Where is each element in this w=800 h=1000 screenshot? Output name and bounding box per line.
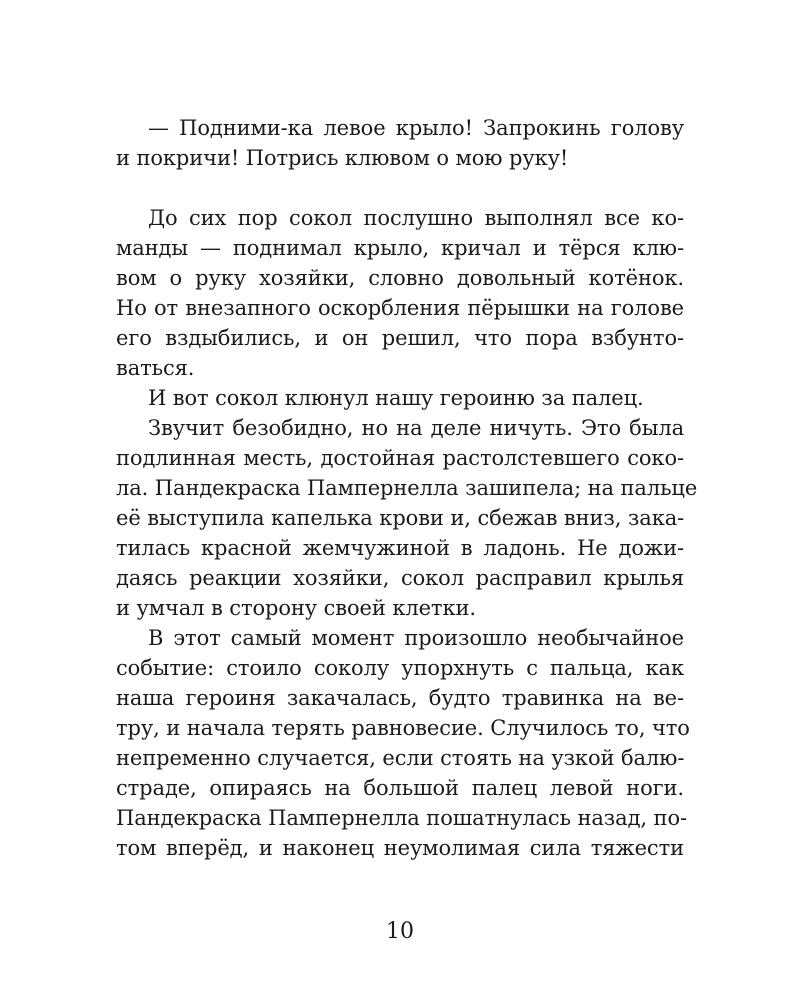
text-line: страде, опираясь на большой палец левой ноги.: [116, 776, 684, 800]
text-line: и покричи! Потрись клювом о мою руку!: [116, 146, 569, 170]
text-line: наша героиня закачалась, будто травинка на ве-: [116, 686, 684, 710]
text-line: — Подними-ка левое крыло! Запрокинь голову: [148, 116, 684, 140]
text-line: ваться.: [116, 356, 195, 380]
page-number: 10: [386, 919, 414, 944]
text-line: Звучит безобидно, но на деле ничуть. Это была: [148, 416, 684, 440]
text-line: и умчал в сторону своей клетки.: [116, 596, 476, 620]
text-line: манды — поднимал крыло, кричал и тёрся клю-: [116, 236, 684, 260]
text-line: вом о руку хозяйки, словно довольный котёнок.: [116, 266, 684, 290]
text-line: подлинная месть, достойная растолстевшего соко-: [116, 446, 684, 470]
text-line: её выступила капелька крови и, сбежав вниз, зака-: [116, 506, 685, 530]
text-line: Пандекраска Пампернелла пошатнулась назад, по-: [116, 806, 687, 830]
text-line: До сих пор сокол послушно выполнял все ко-: [148, 206, 684, 230]
text-line: событие: стоило соколу упорхнуть с пальца, как: [116, 656, 684, 680]
text-line: В этот самый момент произошло необычайное: [148, 626, 684, 650]
text-line: даясь реакции хозяйки, сокол расправил крылья: [116, 566, 684, 590]
text-line: И вот сокол клюнул нашу героиню за палец.: [148, 386, 644, 410]
text-line: том вперёд, и наконец неумолимая сила тяжести: [116, 836, 684, 860]
text-line: непременно случается, если стоять на узкой балю-: [116, 746, 685, 770]
text-line: его вздыбились, и он решил, что пора взбунто-: [116, 326, 684, 350]
text-line: тру, и начала терять равновесие. Случилось то, что: [116, 716, 690, 740]
text-line: Но от внезапного оскорбления пёрышки на голове: [116, 296, 684, 320]
text-line: ла. Пандекраска Пампернелла зашипела; на пальце: [116, 476, 698, 500]
text-line: тилась красной жемчужиной в ладонь. Не дожи-: [116, 536, 684, 560]
